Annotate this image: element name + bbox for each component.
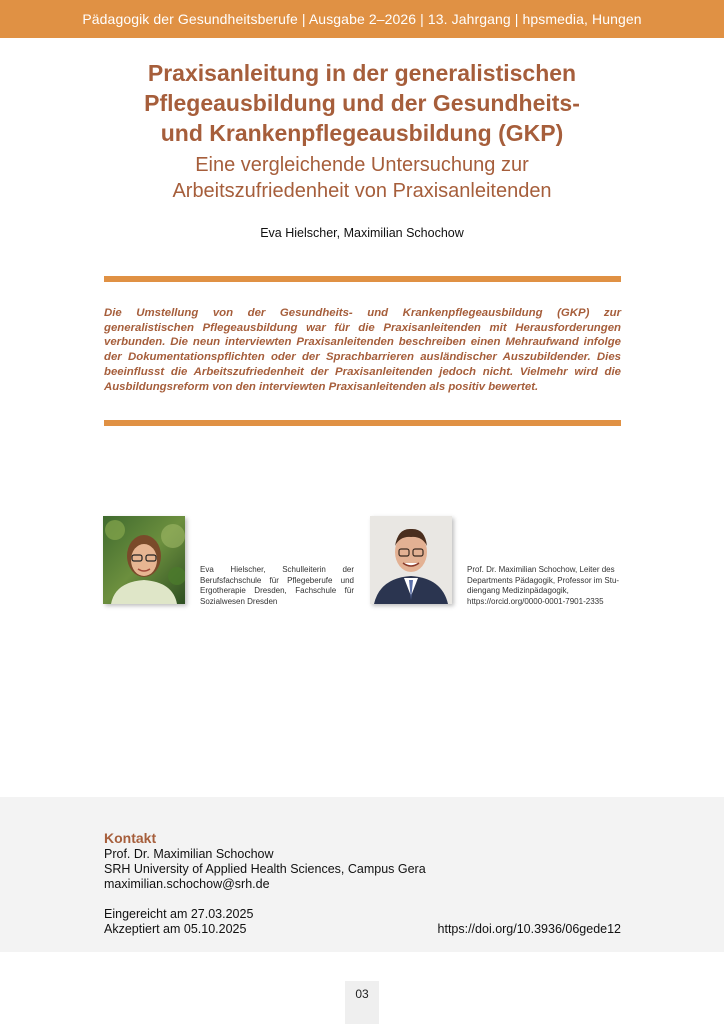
author-caption-schochow [467,565,623,607]
author-caption-schochow-line-2: Departments Pädagogik, Professor im Stu- [467,575,620,585]
author-photo-schochow [370,516,452,604]
author-caption-schochow-line-1: Prof. Dr. Maximilian Schochow, Leiter des [467,565,615,574]
author-caption-hielscher: Eva Hielscher, Schulleiterin der Berufsfachschule für Pflegeberufe und Ergotherapie Dresden, Fachschule für Sozialwesen Dresden [200,565,354,606]
abstract: Die Umstellung von der Gesundheits- und Krankenpflegeausbildung (GKP) zur generalistischen Pflegeausbildung war für die Praxisanleitenden mit Herausforderungen verbunden. Die neun interviewten Praxisanleitenden beschreiben einen Mehraufwand infolge der Dokumentationspflichten oder der Sprachbarrieren ausländischer Auszubildender. Dies beeinflusst die Arbeitszufriedenheit der Praxisanleitenden jedoch nicht. Vielmehr wird die Ausbildungsreform von den interviewten Praxisanleitenden als positiv bewertet. [104,307,621,393]
running-header-text: Pädagogik der Gesundheitsberufe | Ausgabe 2–2026 | 13. Jahrgang | hpsmedia, Hungen [82,11,642,27]
accepted-date: Akzeptiert am 05.10.2025 [104,922,247,936]
contact-email[interactable]: maximilian.schochow@srh.de [104,877,270,891]
divider-bottom [104,420,621,426]
doi-link[interactable]: https://doi.org/10.3936/06gede12 [437,922,621,936]
article-subtitle-line-1: Eine vergleichende Untersuchung zur [195,154,529,176]
contact-institution: SRH University of Applied Health Sciences, Campus Gera [104,862,426,876]
author-photo-hielscher [103,516,185,604]
running-header [0,0,724,38]
divider-top [104,276,621,282]
contact-heading: Kontakt [104,830,157,846]
article-title-line-1: Praxisanleitung in der generalistischen [147,60,577,86]
article-authors: Eva Hielscher, Maximilian Schochow [260,226,464,240]
contact-name: Prof. Dr. Maximilian Schochow [104,847,274,861]
submitted-date: Eingereicht am 27.03.2025 [104,907,254,921]
article-title-line-2: Pflegeausbildung und der Gesundheits- [144,90,580,116]
article-subtitle [60,152,664,204]
article-title-line-3: und Krankenpflegeausbildung (GKP) [160,120,564,146]
orcid-link[interactable]: https://orcid.org/0000-0001-7901-2335 [467,596,604,606]
article-title [60,58,664,148]
article-subtitle-line-2: Arbeitszufriedenheit von Praxisanleitenden [172,180,552,202]
page-number: 03 [345,981,379,1024]
author-caption-schochow-line-3: diengang Medizinpädagogik, [467,586,569,595]
